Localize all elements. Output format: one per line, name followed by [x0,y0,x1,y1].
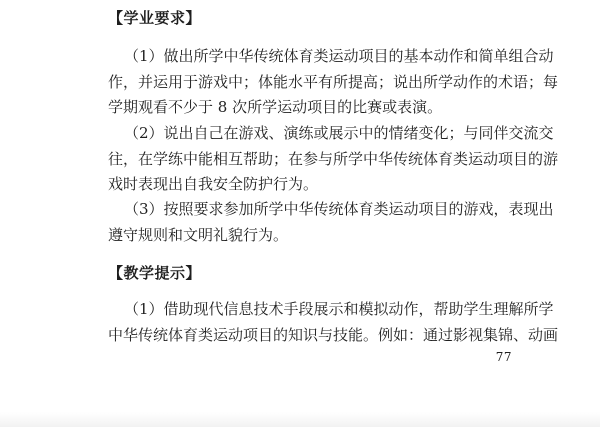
text-line: （2）说出自己在游戏、演练或展示中的情绪变化；与同伴交流交 [124,124,554,142]
text-line: 学期观看不少于 8 次所学运动项目的比赛或表演。 [108,98,443,116]
section-heading-academic-requirements: 【学业要求】 [108,9,202,27]
page-bottom-edge [0,412,600,427]
page-number: 77 [495,350,512,364]
text-line: （1）做出所学中华传统体育类运动项目的基本动作和简单组合动 [124,47,554,65]
text-line: 遵守规则和文明礼貌行为。 [108,225,289,244]
section-heading-teaching-tips: 【教学提示】 [108,264,202,282]
text-line: （3）按照要求参加所学中华传统体育类运动项目的游戏，表现出 [124,200,554,218]
paragraph-tip-1 [108,297,559,348]
text-line: 中华传统体育类运动项目的知识与技能。例如：通过影视集锦、动画 [108,325,559,344]
text-line: 戏时表现出自我安全防护行为。 [108,175,319,193]
paragraph-requirement-1 [108,44,559,121]
text-line: 作，并运用于游戏中；体能水平有所提高；说出所学动作的术语；每 [108,72,559,91]
paragraph-requirement-2 [108,121,559,198]
paragraph-requirement-3 [108,197,554,248]
text-line: 往，在学练中能相互帮助；在参与所学中华传统体育类运动项目的游 [108,149,559,168]
text-line: （1）借助现代信息技术手段展示和模拟动作，帮助学生理解所学 [124,300,554,318]
